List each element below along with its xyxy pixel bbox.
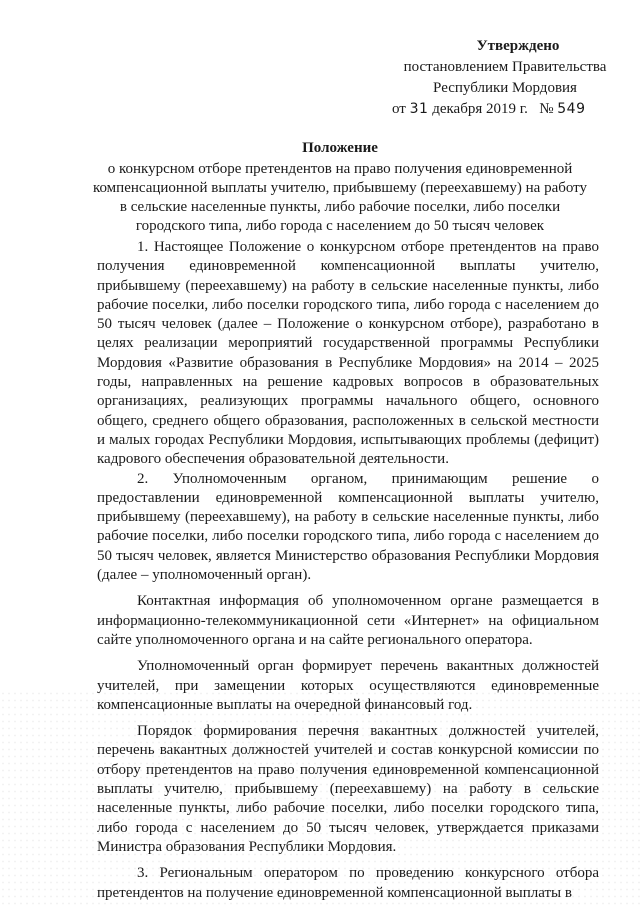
- paragraph-2: 2. Уполномоченным органом, принимающим решение о предоставлении единовременной компенсационной выплаты учителю, прибывшему (переехавшему), на работу в сельские населенные пункты, либо рабочие поселки, либо поселки городского типа, либо города с населением до 50 тысяч человек, является Министерство образования Республики Мордовия (далее – уполномоченный орган).: [97, 470, 599, 584]
- subtitle-line: в сельские населенные пункты, либо рабочие поселки, либо поселки: [119, 199, 561, 215]
- paragraph-procedure: Порядок формирования перечня вакантных должностей учителей, перечень вакантных должностей учителей и состав конкурсной комиссии по отбору претендентов на право получения единовременной компенсационной выплаты учителю, прибывшему (переехавшему) на работу в сельские населенные пункты, либо рабочие поселки, либо поселки городского типа, либо города с населением до 50 тысяч человек, утверждается приказами Министра образования Республики Мордовия.: [97, 723, 599, 855]
- date-day: 31: [409, 101, 429, 117]
- document-number: 549: [557, 101, 586, 117]
- subtitle-line: городского типа, либо города с населением до 50 тысяч человек: [135, 218, 545, 234]
- approval-stamp: [380, 36, 630, 120]
- document-body: [97, 238, 599, 903]
- approval-heading: Утверждено: [476, 38, 560, 54]
- approval-line-1: постановлением Правительства: [403, 59, 607, 75]
- document-title: Положение: [302, 140, 378, 156]
- paragraph-1: 1. Настоящее Положение о конкурсном отборе претендентов на право получения единовременной компенсационной выплаты учителю, прибывшему (переехавшему) на работу в сельские населенные пункты, либо рабочие поселки, либо поселки городского типа, либо города с населением до 50 тысяч человек (далее – Положение о конкурсном отборе), разработано в целях реализации мероприятий государственной программы Республики Мордовия «Развитие образования в Республике Мордовия» на 2014 – 2025 годы, направленных на решение кадровых вопросов в образовательных организациях, реализующих программы начального общего, основного общего, среднего общего образования, расположенных в сельской местности и малых городах Республики Мордовия, испытывающих проблемы (дефицит) кадрового обеспечения образовательной деятельности.: [97, 239, 599, 468]
- date-prefix: от: [392, 101, 406, 117]
- paragraph-contact-info: Контактная информация об уполномоченном органе размещается в информационно-телекоммуникационной сети «Интернет» на официальном сайте уполномоченного органа и на сайте регионального оператора.: [97, 593, 599, 648]
- date-rest: декабря 2019 г.: [432, 101, 528, 117]
- document-title-block: [60, 139, 620, 236]
- paragraph-vacancies: Уполномоченный орган формирует перечень вакантных должностей учителей, при замещении которых осуществляются единовременные компенсационные выплаты на очередной финансовый год.: [97, 658, 599, 713]
- approval-date-line: [392, 99, 630, 120]
- approval-line-2: Республики Мордовия: [433, 80, 577, 96]
- subtitle-line: компенсационной выплаты учителю, прибывшему (переехавшему) на работу: [92, 180, 588, 196]
- subtitle-line: о конкурсном отборе претендентов на право получения единовременной: [107, 161, 573, 177]
- paragraph-3: 3. Региональным оператором по проведению конкурсного отбора претендентов на получение единовременной компенсационной выплаты в: [97, 865, 599, 901]
- number-prefix: №: [539, 101, 554, 117]
